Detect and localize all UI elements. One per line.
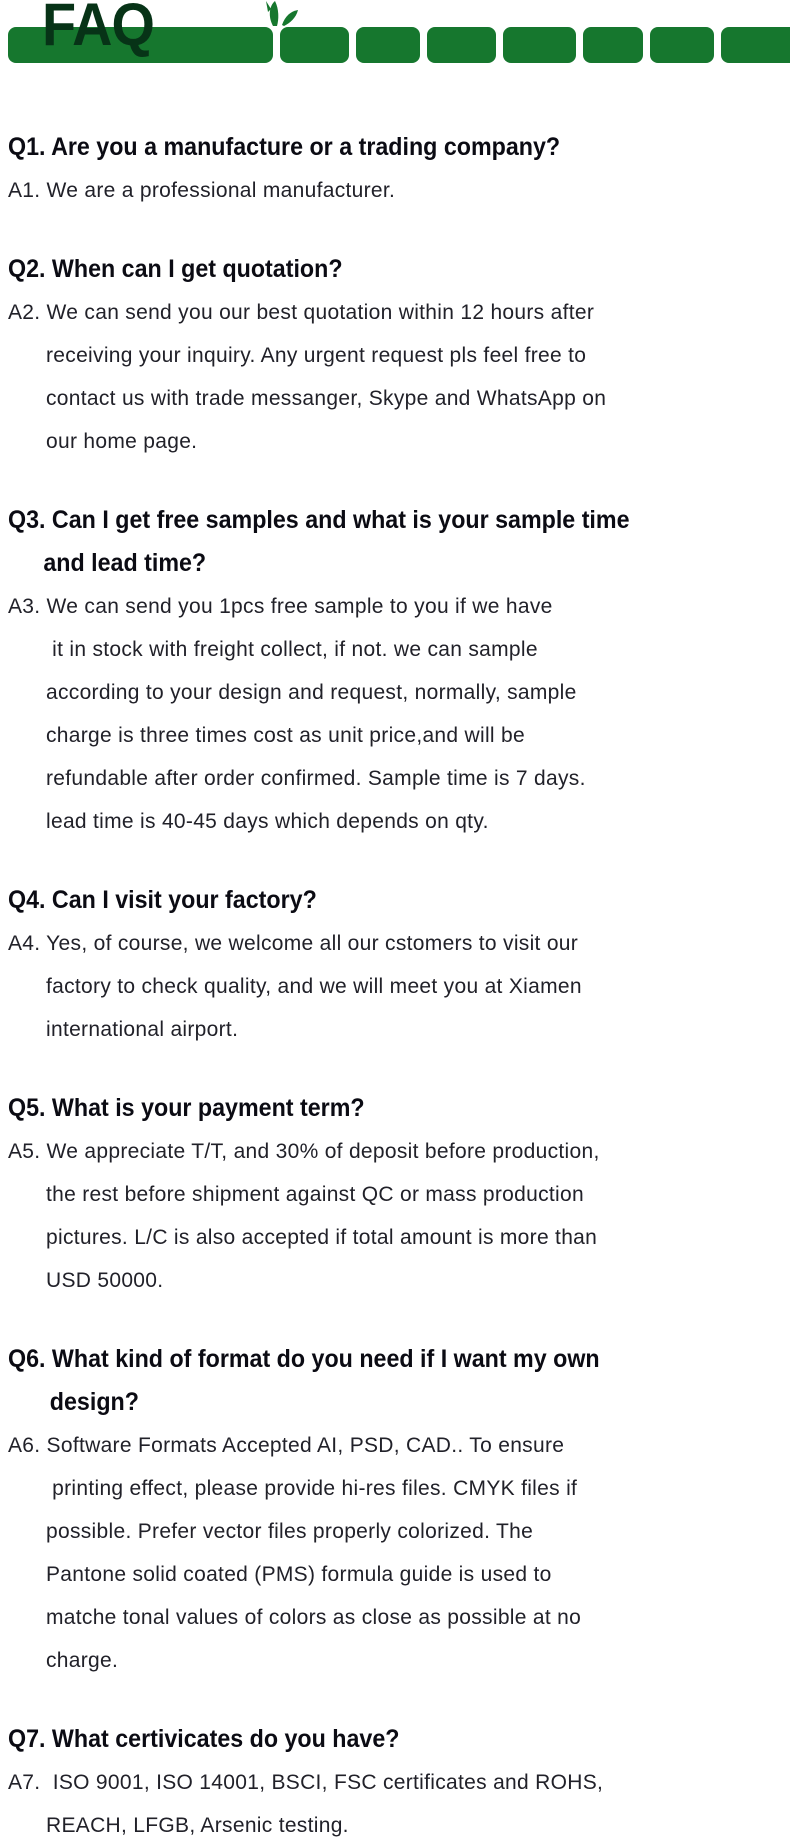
faq-answer-line: A1. We are a professional manufacturer. (8, 179, 396, 202)
faq-answer-line: REACH, LFGB, Arsenic testing. (46, 1814, 349, 1837)
faq-item (8, 1718, 782, 1847)
faq-answer-line: according to your design and request, normally, sample (46, 681, 577, 704)
faq-answer-line: lead time is 40-45 days which depends on qty. (46, 810, 489, 833)
faq-list (0, 64, 790, 1847)
faq-item (8, 1087, 782, 1302)
faq-answer-line: A5. We appreciate T/T, and 30% of deposit before production, (8, 1140, 600, 1163)
faq-answer-line: it in stock with freight collect, if not. we can sample (46, 638, 538, 661)
faq-answer-line: printing effect, please provide hi-res files. CMYK files if (46, 1477, 578, 1500)
faq-answer-line: charge. (46, 1649, 119, 1672)
faq-answer-line: factory to check quality, and we will meet you at Xiamen (46, 975, 582, 998)
faq-answer-line: A2. We can send you our best quotation within 12 hours after (8, 301, 595, 324)
faq-answer-line: A6. Software Formats Accepted AI, PSD, CAD.. To ensure (8, 1434, 565, 1457)
faq-answer-line: our home page. (46, 430, 198, 453)
faq-item (8, 879, 782, 1051)
faq-answer-line: receiving your inquiry. Any urgent request pls feel free to (46, 344, 587, 367)
faq-answer-line: A4. Yes, of course, we welcome all our cstomers to visit our (8, 932, 579, 955)
faq-question-line: Q2. When can I get quotation? (8, 255, 343, 283)
faq-answer-line: matche tonal values of colors as close as possible at no (46, 1606, 582, 1629)
faq-item (8, 499, 782, 843)
faq-item (8, 126, 782, 212)
faq-answer-line: refundable after order confirmed. Sample time is 7 days. (46, 767, 586, 790)
faq-question-line: Q3. Can I get free samples and what is your sample time (8, 506, 630, 534)
faq-answer-line: A7. ISO 9001, ISO 14001, BSCI, FSC certificates and ROHS, (8, 1771, 604, 1794)
faq-item (8, 248, 782, 463)
faq-answer-line: Pantone solid coated (PMS) formula guide is used to (46, 1563, 552, 1586)
faq-answer-line: USD 50000. (46, 1269, 164, 1292)
faq-question-line: Q4. Can I visit your factory? (8, 886, 317, 914)
faq-item (8, 1338, 782, 1682)
faq-answer-line: the rest before shipment against QC or mass production (46, 1183, 584, 1206)
faq-question-line: Q5. What is your payment term? (8, 1094, 365, 1122)
faq-question-line: design? (43, 1388, 139, 1416)
faq-answer-line: charge is three times cost as unit price,and will be (46, 724, 525, 747)
header (0, 0, 790, 64)
faq-question-line: Q7. What certivicates do you have? (8, 1725, 400, 1753)
faq-answer-line: possible. Prefer vector files properly colorized. The (46, 1520, 534, 1543)
faq-answer-line: international airport. (46, 1018, 239, 1041)
faq-answer-line: pictures. L/C is also accepted if total amount is more than (46, 1226, 598, 1249)
faq-answer-line: A3. We can send you 1pcs free sample to you if we have (8, 595, 553, 618)
faq-question-line: Q1. Are you a manufacture or a trading company? (8, 133, 561, 161)
page-title: FAQ (42, 0, 154, 58)
faq-question-line: Q6. What kind of format do you need if I want my own (8, 1345, 600, 1373)
faq-question-line: and lead time? (43, 549, 207, 577)
faq-answer-line: contact us with trade messanger, Skype and WhatsApp on (46, 387, 607, 410)
